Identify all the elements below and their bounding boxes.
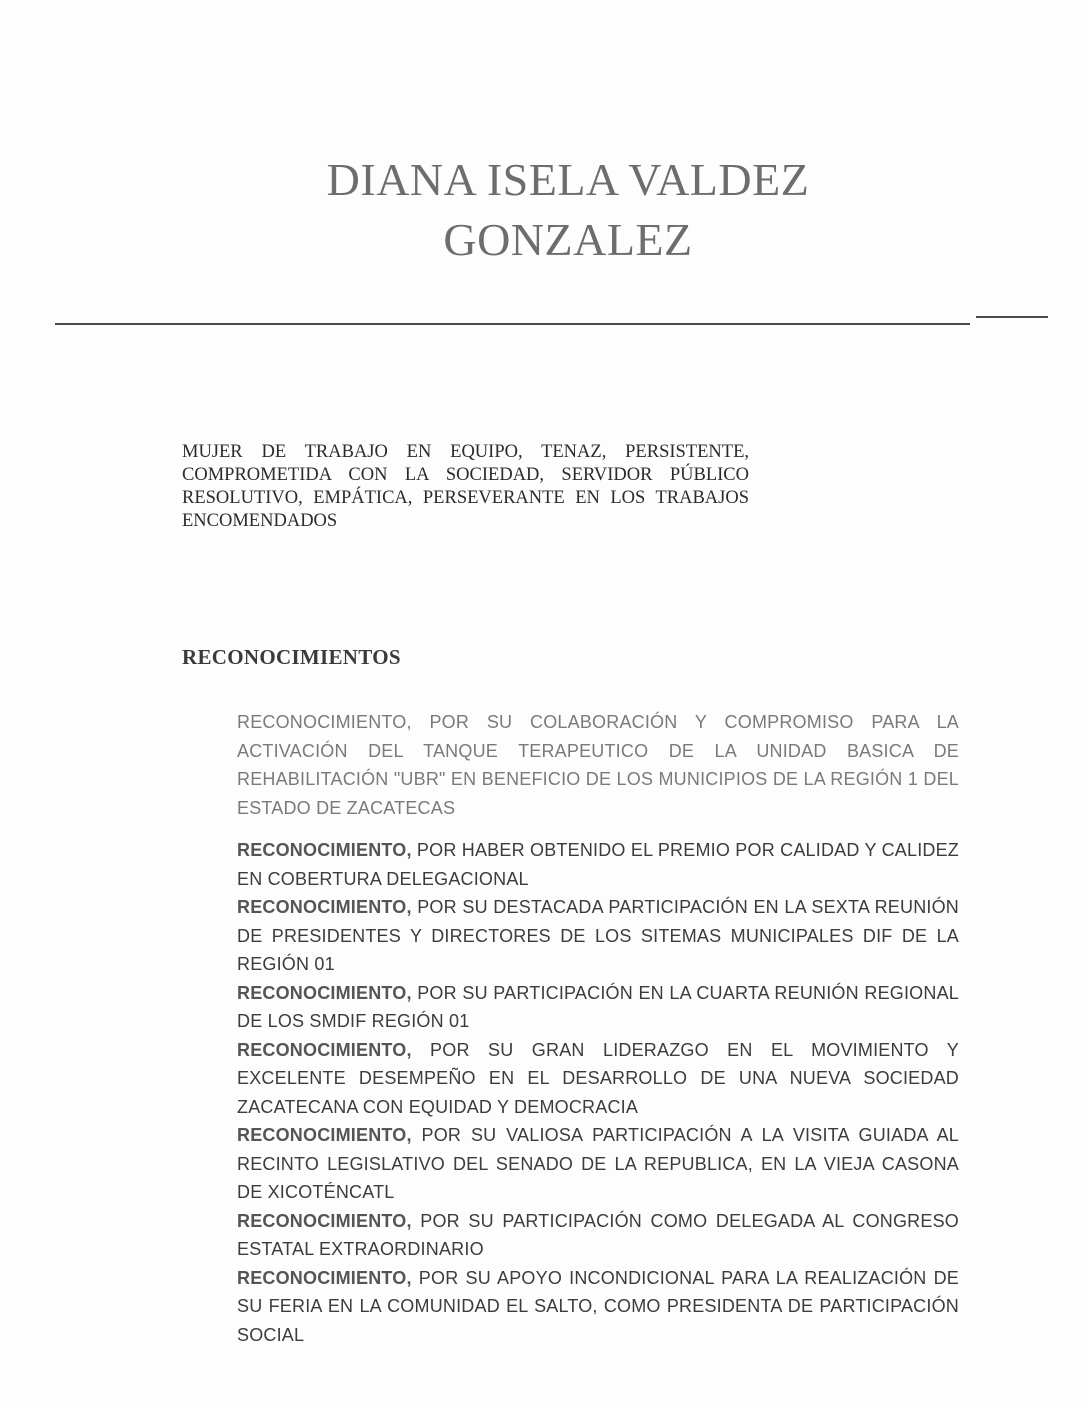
name-line-2: GONZALEZ bbox=[443, 214, 693, 265]
recognition-text: POR SU COLABORACIÓN Y COMPROMISO PARA LA ACTIVACIÓN DEL TANQUE TERAPEUTICO DE LA UNIDAD BASICA DE REHABILITACIÓN "UBR" EN BENEFICIO DE LOS MUNICIPIOS DE LA REGIÓN 1 DEL ESTADO DE ZACATECAS bbox=[237, 712, 959, 818]
recognition-item bbox=[237, 836, 959, 893]
recognition-item bbox=[237, 1207, 959, 1264]
recognition-text: POR SU DESTACADA PARTICIPACIÓN EN LA SEXTA REUNIÓN DE PRESIDENTES Y DIRECTORES DE LOS SITEMAS MUNICIPALES DIF DE LA REGIÓN 01 bbox=[237, 897, 959, 974]
section-heading-reconocimientos: RECONOCIMIENTOS bbox=[182, 645, 401, 669]
recognition-lead: RECONOCIMIENTO, bbox=[237, 1125, 412, 1145]
person-name-title bbox=[0, 150, 1088, 270]
recognition-item bbox=[237, 1121, 959, 1207]
recognition-text: POR SU VALIOSA PARTICIPACIÓN A LA VISITA GUIADA AL RECINTO LEGISLATIVO DEL SENADO DE LA REPUBLICA, EN LA VIEJA CASONA DE XICOTÉNCATL bbox=[237, 1125, 959, 1202]
horizontal-divider bbox=[55, 323, 970, 325]
recognition-item bbox=[237, 979, 959, 1036]
recognition-item bbox=[237, 708, 959, 822]
recognition-text: POR HABER OBTENIDO EL PREMIO POR CALIDAD Y CALIDEZ EN COBERTURA DELEGACIONAL bbox=[237, 840, 959, 889]
recognition-item bbox=[237, 1264, 959, 1350]
recognition-lead: RECONOCIMIENTO, bbox=[237, 897, 412, 917]
recognition-lead: RECONOCIMIENTO, bbox=[237, 982, 412, 1003]
profile-summary: MUJER DE TRABAJO EN EQUIPO, TENAZ, PERSISTENTE, COMPROMETIDA CON LA SOCIEDAD, SERVIDOR PÚBLICO RESOLUTIVO, EMPÁTICA, PERSEVERANTE EN LOS TRABAJOS ENCOMENDADOS bbox=[182, 442, 749, 531]
recognition-lead: RECONOCIMIENTO, bbox=[237, 840, 412, 860]
recognition-item bbox=[237, 1036, 959, 1122]
recognition-lead: RECONOCIMIENTO, bbox=[237, 1267, 412, 1288]
recognition-text: POR SU APOYO INCONDICIONAL PARA LA REALIZACIÓN DE SU FERIA EN LA COMUNIDAD EL SALTO, COMO PRESIDENTA DE PARTICIPACIÓN SOCIAL bbox=[237, 1267, 959, 1345]
recognition-lead: RECONOCIMIENTO, bbox=[237, 712, 412, 732]
recognition-text: POR SU PARTICIPACIÓN COMO DELEGADA AL CONGRESO ESTATAL EXTRAORDINARIO bbox=[237, 1210, 959, 1259]
recognition-text: POR SU PARTICIPACIÓN EN LA CUARTA REUNIÓN REGIONAL DE LOS SMDIF REGIÓN 01 bbox=[237, 982, 959, 1031]
recognitions-list bbox=[237, 708, 959, 1349]
recognition-lead: RECONOCIMIENTO, bbox=[237, 1039, 412, 1060]
recognition-text: POR SU GRAN LIDERAZGO EN EL MOVIMIENTO Y EXCELENTE DESEMPEÑO EN EL DESARROLLO DE UNA NUEVA SOCIEDAD ZACATECANA CON EQUIDAD Y DEMOCRACIA bbox=[237, 1039, 959, 1117]
horizontal-divider-right bbox=[976, 316, 1048, 318]
recognition-lead: RECONOCIMIENTO, bbox=[237, 1210, 412, 1231]
recognition-item bbox=[237, 893, 959, 979]
name-line-1: DIANA ISELA VALDEZ bbox=[326, 154, 810, 205]
